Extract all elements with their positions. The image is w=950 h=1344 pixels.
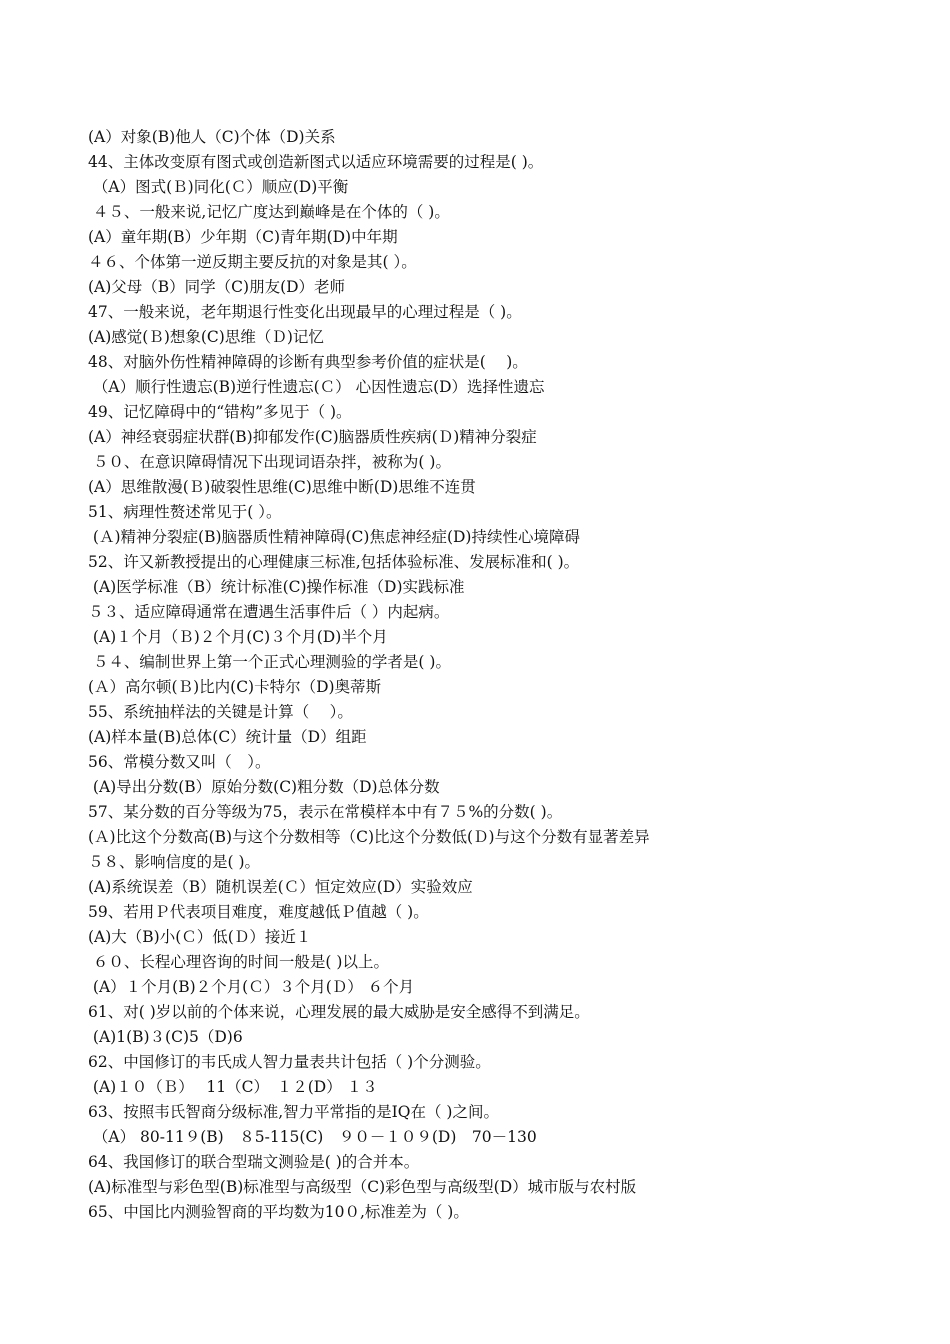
options-line: (A）１个月(B)２个月(Ｃ）３个月(Ｄ） ６个月 [88, 978, 415, 996]
options-line: （A） 80-11９(B) ８5-115(C) ９０－１０９(D) 70－130 [88, 1128, 537, 1146]
options-line: (Ａ)比这个分数高(B)与这个分数相等（C)比这个分数低(Ｄ)与这个分数有显著差异 [88, 828, 650, 846]
options-line: (A)样本量(B)总体(C）统计量（D）组距 [88, 728, 367, 746]
question-line: 57、某分数的百分等级为75，表示在常模样本中有７５%的分数( )。 [88, 803, 563, 821]
options-line: (A）思维散漫(Ｂ)破裂性思维(C)思维中断(D)思维不连贯 [88, 478, 476, 496]
options-line: (A)１个月（Ｂ)２个月(C)３个月(D)半个月 [88, 628, 388, 646]
question-line: 51、病理性赘述常见于( ）。 [88, 503, 282, 521]
options-line: (A)系统误差（B）随机误差(Ｃ）恒定效应(D）实验效应 [88, 878, 473, 896]
question-line: ５８、影响信度的是( )。 [88, 853, 261, 871]
question-line: 65、中国比内测验智商的平均数为10０,标准差为（ )。 [88, 1203, 469, 1221]
question-line: 62、中国修订的韦氏成人智力量表共计包括（ )个分测验。 [88, 1053, 491, 1071]
question-line: ４６、个体第一逆反期主要反抗的对象是其( ）。 [88, 253, 417, 271]
options-line: (Ａ)精神分裂症(B)脑器质性精神障碍(C)焦虑神经症(D)持续性心境障碍 [88, 528, 580, 546]
options-line: （A）图式(Ｂ)同化(Ｃ）顺应(D)平衡 [88, 178, 349, 196]
question-line: 56、常模分数又叫（ ）。 [88, 753, 271, 771]
options-line: (A)父母（B）同学（C)朋友(D）老师 [88, 278, 346, 296]
options-line: (A)医学标准（B）统计标准(C)操作标准（D)实践标准 [88, 578, 465, 596]
document-page [88, 125, 928, 1225]
question-line: 48、对脑外伤性精神障碍的诊断有典型参考价值的症状是( )。 [88, 353, 528, 371]
question-line: 49、记忆障碍中的“错构”多见于（ )。 [88, 403, 352, 421]
question-line: ５０、在意识障碍情况下出现词语杂拌，被称为( )。 [88, 453, 451, 471]
options-line: (A)标准型与彩色型(B)标准型与高级型（C)彩色型与高级型(D）城市版与农村版 [88, 1178, 637, 1196]
options-line: (A)1(B)３(C)5（D)6 [88, 1028, 243, 1046]
question-line: ５４、编制世界上第一个正式心理测验的学者是( )。 [88, 653, 451, 671]
question-line: ４５、一般来说,记忆广度达到巅峰是在个体的（ )。 [88, 203, 450, 221]
question-line: 64、我国修订的联合型瑞文测验是( )的合并本。 [88, 1153, 420, 1171]
options-line: (A)感觉(Ｂ)想象(C)思维（Ｄ)记忆 [88, 328, 324, 346]
question-line: 61、对( )岁以前的个体来说，心理发展的最大威胁是安全感得不到满足。 [88, 1003, 590, 1021]
options-line: （A）顺行性遗忘(B)逆行性遗忘(Ｃ） 心因性遗忘(D）选择性遗忘 [88, 378, 545, 396]
question-line: 55、系统抽样法的关键是计算（ ）。 [88, 703, 353, 721]
options-line: (A）童年期(B）少年期（C)青年期(D)中年期 [88, 228, 398, 246]
question-line: ５３、适应障碍通常在遭遇生活事件后（ ）内起病。 [88, 603, 450, 621]
options-line: (A)导出分数(B）原始分数(C)粗分数（D)总体分数 [88, 778, 440, 796]
question-line: 63、按照韦氏智商分级标准,智力平常指的是IQ在（ )之间。 [88, 1103, 499, 1121]
options-line: (A)１０（Ｂ） 11（C） １２(D） １３ [88, 1078, 378, 1096]
options-line: (Ａ）高尔顿(Ｂ)比内(C)卡特尔（D)奥蒂斯 [88, 678, 382, 696]
question-line: 47、一般来说，老年期退行性变化出现最早的心理过程是（ )。 [88, 303, 522, 321]
question-line: 44、主体改变原有图式或创造新图式以适应环境需要的过程是( )。 [88, 153, 544, 171]
text-line: (A）对象(B)他人（C)个体（D)关系 [88, 128, 336, 146]
options-line: (A)大（B)小(Ｃ）低(Ｄ）接近１ [88, 928, 312, 946]
options-line: (A）神经衰弱症状群(B)抑郁发作(C)脑器质性疾病(Ｄ)精神分裂症 [88, 428, 537, 446]
question-line: 59、若用Ｐ代表项目难度，难度越低Ｐ值越（ )。 [88, 903, 429, 921]
question-line: 52、许又新教授提出的心理健康三标准,包括体验标准、发展标准和( )。 [88, 553, 580, 571]
question-line: ６０、长程心理咨询的时间一般是( )以上。 [88, 953, 389, 971]
